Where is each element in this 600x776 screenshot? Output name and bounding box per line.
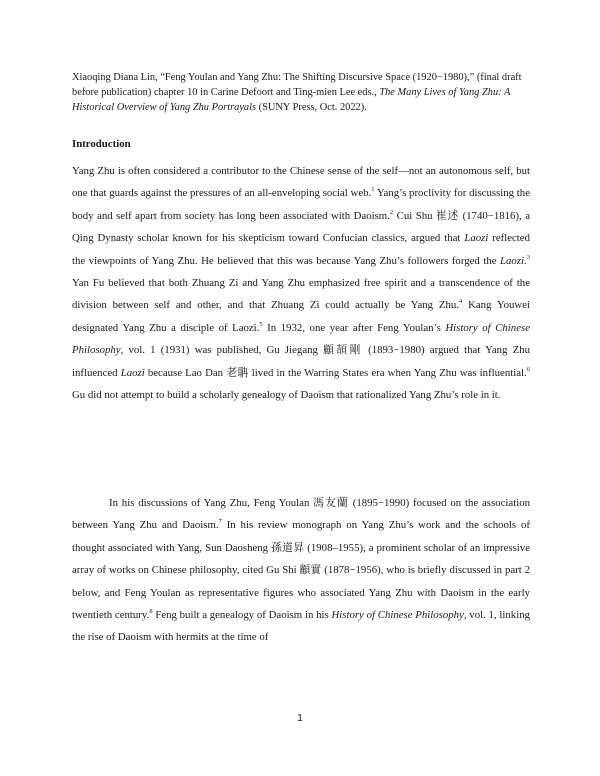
p2-text: Feng built a genealogy of Daoism in his <box>152 609 332 622</box>
p2-text: In his discussions of Yang Zhu, Feng Youlan 馮友蘭 (1895−1990) focused on the association between Yang Zhu and Daoism. <box>72 497 530 532</box>
citation-book-title: The Many Lives of Yang Zhu: A Historical Overview of Yang Zhu Portrayals <box>72 87 511 113</box>
footnote-ref: 4 <box>458 298 463 306</box>
section-heading: Introduction <box>72 138 131 150</box>
citation-publisher: (SUNY Press, Oct. 2022). <box>256 102 367 113</box>
book-title: History of Chinese Philosophy <box>331 609 464 622</box>
citation-author: Xiaoqing Diana Lin, <box>72 72 161 83</box>
p1-text: Gu did not attempt to build a scholarly genealogy of Daoism that rationalized Yang Zhu’s role in it. <box>72 389 501 402</box>
laozi-title: Laozi <box>464 232 489 245</box>
p1-text: Yan Fu believed that both Zhuang Zi and Yang Zhu emphasized free spirit and a transcendence of the division between self and other, and that Zhuang Zi could actually be Yang Zhu. <box>72 277 530 312</box>
p1-text: Cui Shu 崔述 (1740−1816), a Qing Dynasty scholar known for his skepticism toward Confucian classics, argued that <box>72 209 530 245</box>
p1-text: reflected the viewpoints of Yang Zhu. He believed that this was because Yang Zhu’s followers forged the <box>72 232 530 267</box>
p1-text: Kang Youwei designated Yang Zhu a disciple of Laozi. <box>72 299 530 334</box>
footnote-ref: 7 <box>218 518 222 526</box>
laozi-title: Laozi <box>120 366 145 379</box>
citation-chapter-title: “Feng Youlan and Yang Zhu: The Shifting Discursive Space (1920−1980),” <box>160 72 475 83</box>
citation-header <box>72 70 532 115</box>
footnote-ref: 8 <box>149 608 153 616</box>
book-title: History of Chinese Philosophy <box>72 321 530 357</box>
footnote-ref: 2 <box>389 208 394 216</box>
paragraph-1 <box>72 160 530 406</box>
p1-text: because Lao Dan 老聃 lived in the Warring States era when Yang Zhu was influential. <box>144 366 527 379</box>
p1-text: , vol. 1 (1931) was published, Gu Jiegang 顧頡剛 (1893−1980) argued that Yang Zhu influenced <box>72 344 530 379</box>
p1-text: In 1932, one year after Feng Youlan’s <box>262 321 446 334</box>
laozi-title: Laozi <box>500 254 525 267</box>
footnote-ref: 1 <box>371 186 375 194</box>
p2-text: In his review monograph on Yang Zhu’s work and the schools of thought associated with Yang, Sun Daosheng 孫道昇 (1908–1955), a prominent scholar of an impressive array of works on Chinese philosophy, cited Gu Shi 顧實 (1878−1956), who is briefly discussed in part 2 below, and Feng Youlan as representative figures who associated Yang Zhu with Daoism in the early twentieth century. <box>72 519 530 622</box>
footnote-ref: 5 <box>259 320 263 328</box>
footnote-ref: 6 <box>526 365 530 373</box>
p1-text: Yang Zhu is often considered a contributor to the Chinese sense of the self—not an autonomous self, but one that guards against the pressures of an all-enveloping social web. <box>72 165 530 200</box>
p1-text: . <box>524 254 527 267</box>
p2-text: , vol. 1, linking the rise of Daoism with hermits at the time of <box>72 609 530 644</box>
paragraph-2 <box>72 492 530 649</box>
p1-text: Yang’s proclivity for discussing the body and self apart from society has long been associated with Daoism. <box>72 187 530 222</box>
citation-draft-note: (final draft before publication) chapter 10 in Carine Defoort and Ting-mien Lee eds., <box>72 72 522 98</box>
page-number: 1 <box>297 713 303 724</box>
footnote-ref: 3 <box>526 253 530 261</box>
